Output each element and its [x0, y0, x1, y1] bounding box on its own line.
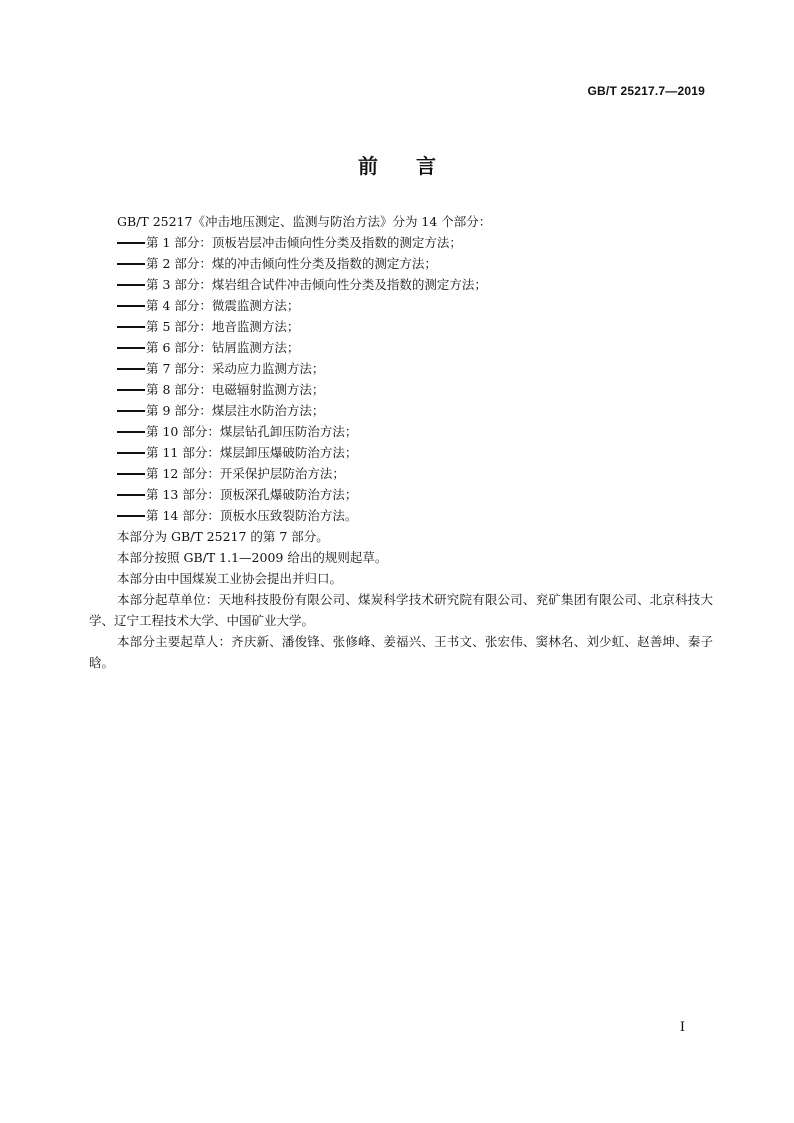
list-item-text: 第 1 部分：顶板岩层冲击倾向性分类及指数的测定方法； — [146, 235, 462, 250]
list-item-text: 第 9 部分：煤层注水防治方法； — [146, 403, 325, 418]
list-item — [117, 379, 713, 400]
proposed-by-statement: 本部分由中国煤炭工业协会提出并归口。 — [117, 571, 343, 586]
list-item — [117, 442, 713, 463]
dash-mark — [117, 389, 145, 391]
list-item-text: 第 8 部分：电磁辐射监测方法； — [146, 382, 325, 397]
list-item — [117, 400, 713, 421]
list-item — [117, 337, 713, 358]
list-item-text: 第 13 部分：顶板深孔爆破防治方法； — [146, 487, 358, 502]
list-item-text: 第 10 部分：煤层钻孔卸压防治方法； — [146, 424, 358, 439]
list-item-text: 第 3 部分：煤岩组合试件冲击倾向性分类及指数的测定方法； — [146, 277, 487, 292]
list-item — [117, 484, 713, 505]
dash-mark — [117, 410, 145, 412]
list-item — [117, 295, 713, 316]
list-item-text: 第 4 部分：微震监测方法； — [146, 298, 300, 313]
list-item-text: 第 2 部分：煤的冲击倾向性分类及指数的测定方法； — [146, 256, 437, 271]
standard-code: GB/T 25217.7—2019 — [587, 84, 705, 98]
drafting-rules-statement: 本部分按照 GB/T 1.1—2009 给出的规则起草。 — [117, 550, 388, 565]
intro-paragraph: GB/T 25217《冲击地压测定、监测与防治方法》分为 14 个部分： — [117, 214, 492, 229]
list-item — [117, 358, 713, 379]
list-item — [117, 463, 713, 484]
foreword-body — [89, 211, 713, 673]
dash-mark — [117, 452, 145, 454]
list-item-text: 第 6 部分：钻屑监测方法； — [146, 340, 300, 355]
list-item-text: 第 14 部分：顶板水压致裂防治方法。 — [146, 508, 358, 523]
main-drafters-statement: 本部分主要起草人：齐庆新、潘俊锋、张修峰、姜福兴、王书文、张宏伟、窦林名、刘少虹、赵善坤、秦子晗。 — [89, 634, 713, 670]
list-item — [117, 505, 713, 526]
list-item — [117, 232, 713, 253]
list-item — [117, 421, 713, 442]
list-item — [117, 253, 713, 274]
dash-mark — [117, 242, 145, 244]
dash-mark — [117, 515, 145, 517]
list-item — [117, 316, 713, 337]
dash-mark — [117, 368, 145, 370]
list-item-text: 第 7 部分：采动应力监测方法； — [146, 361, 325, 376]
list-item-text: 第 11 部分：煤层卸压爆破防治方法； — [146, 445, 358, 460]
page-title: 前言 — [358, 154, 474, 178]
dash-mark — [117, 305, 145, 307]
dash-mark — [117, 431, 145, 433]
list-item-text: 第 12 部分：开采保护层防治方法； — [146, 466, 345, 481]
dash-mark — [117, 326, 145, 328]
page-number: I — [679, 1020, 685, 1035]
list-item — [117, 274, 713, 295]
dash-mark — [117, 284, 145, 286]
dash-mark — [117, 473, 145, 475]
drafting-units-statement: 本部分起草单位：天地科技股份有限公司、煤炭科学技术研究院有限公司、兖矿集团有限公司、北京科技大学、辽宁工程技术大学、中国矿业大学。 — [89, 592, 713, 628]
dash-mark — [117, 494, 145, 496]
list-item-text: 第 5 部分：地音监测方法； — [146, 319, 300, 334]
dash-mark — [117, 347, 145, 349]
parts-list — [117, 232, 713, 526]
dash-mark — [117, 263, 145, 265]
this-part-statement: 本部分为 GB/T 25217 的第 7 部分。 — [117, 529, 329, 544]
